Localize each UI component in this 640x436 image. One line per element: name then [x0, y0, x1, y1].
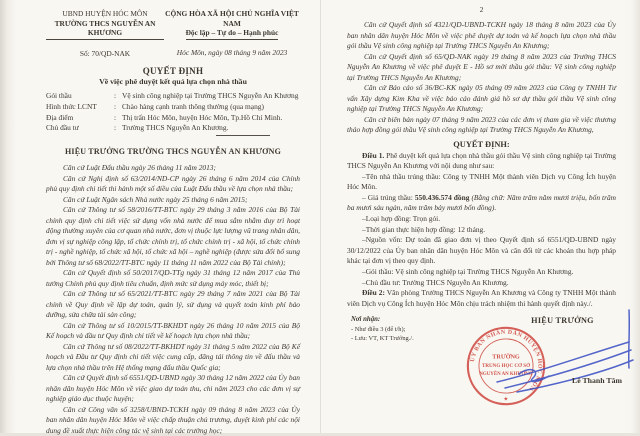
place-date: Hóc Môn, ngày 08 tháng 9 năm 2023 — [176, 47, 288, 57]
article-2-text: Văn phòng Trường THCS Nguyễn An Khương và Công ty TNHH Một thành viên Dịch vụ Công Ích huyện Hóc Môn chịu trách nhiệm thi hành quyết định này./. — [347, 288, 616, 308]
document-page-1 — [0, 0, 320, 433]
info-row-goi-thau — [46, 91, 300, 102]
legal-basis-paragraph: Căn cứ Quyết định số 50/2017/QD-TTg ngày 31 tháng 12 năm 2017 của Thủ tướng Chính phủ quy định tiêu chuẩn, định mức sử dụng máy móc, thiết bị; — [46, 268, 300, 288]
legal-basis-paragraph: Căn cứ Luật Đấu thầu ngày 26 tháng 11 năm 2013; — [63, 163, 216, 173]
signer-name: Lê Thanh Tâm — [572, 376, 622, 386]
item-label: –Chủ đầu tư: — [362, 277, 403, 287]
signature-block — [469, 316, 622, 416]
item-label: – Giá trúng thầu: — [362, 192, 415, 202]
legal-basis-paragraph: Căn cứ Thông tư số 10/2015/TT-BKHDT ngày 26 tháng 10 năm 2015 của Bộ Kế hoạch và đầu tư Quy định chi tiết về kế hoạch lựa chọn nhà thầu; — [46, 320, 300, 341]
item-value: Vệ sinh công nghiệp tại Trường THCS Nguyễn An Khương. — [395, 267, 574, 277]
info-label: Gói thầu — [46, 91, 72, 100]
recipient-line: - Lưu: VT, KT Trưởng./. — [351, 334, 414, 342]
item-label: –Nguồn vốn: — [362, 235, 406, 245]
legal-basis-paragraph: Căn cứ Thông tư số 58/2016/TT-BTC ngày 29 tháng 3 năm 2016 của Bộ Tài chính quy định chi tiết việc sử dụng vốn nhà nước để mua sắm nhằm duy trì hoạt động thường xuyên của cơ quan nhà nước, đơn vị thuộc lực lượng vũ trang nhân dân, đơn vị sự nghiệp công lập, tổ chức chính trị, tổ chức chính trị - xã hội, tổ chức chính trị - nghề nghiệp, tổ chức xã hội, tổ chức xã hội – nghề nghiệp (được sửa đổi bổ sung bởi Thông tư số 68/2022/TT-BTC ngày 11 tháng 11 năm 2022 của Bộ Tài chính); — [46, 205, 300, 267]
info-separator: : — [113, 123, 117, 133]
info-separator: : — [113, 112, 117, 122]
legal-basis-paragraph: Căn cứ Thông tư số 08/2022/TT-BKHDT ngày 31 tháng 5 năm 2022 của Bộ Kế hoạch và Đầu tư Quy định chi tiết việc cung cấp, đăng tải thông tin về đấu thầu và lựa chọn nhà thầu trên Hệ thống mạng đấu thầu Quốc gia; — [46, 341, 300, 372]
info-separator: : — [113, 101, 117, 111]
stamp-icon — [465, 325, 547, 407]
legal-basis-paragraph: Căn cứ biên bản ngày 07 tháng 9 năm 2023 của các đơn vị tham gia về việc thương thảo hợp đồng gói thầu Vệ sinh công nghiệp tại Trường THCS Nguyễn An Khương, — [347, 114, 616, 134]
motto-line: Độc lập – Tự do – Hạnh phúc — [186, 28, 279, 40]
info-value: Thị trấn Hóc Môn, huyện Hóc Môn, Tp.Hồ Chí Minh. — [122, 112, 283, 122]
item-value: Công ty TNHH Một thành viên Dịch vụ Công Ích huyện Hóc Môn. — [347, 171, 616, 192]
national-header-block — [164, 9, 300, 58]
article-1-lead: Điều 1. — [362, 150, 385, 160]
amount-in-words: (Bằng chữ: Năm trăm năm mươi triệu, bốn trăm ba mươi sáu ngàn, năm trăm bảy mươi bốn đồng). — [347, 192, 616, 213]
recipient-line: - Như điều 3 (để t/h); — [351, 326, 406, 333]
page1-header — [46, 9, 300, 58]
stamp-star: ★ — [503, 396, 509, 403]
item-label: –Thời gian thực hiện hợp đồng: — [362, 224, 458, 234]
award-item-contract-type — [347, 214, 616, 225]
item-value: Dự toán đã giao đơn vị theo Quyết định số 6551/QD-UBND ngày 30/12/2022 của Ủy ban nhân dân huyện Hóc Môn và cân đối từ các khoản thu hợp pháp khác tại đơn vị theo quy định. — [347, 235, 616, 266]
info-row-dia-diem — [46, 113, 300, 124]
article-2-lead: Điều 2: — [362, 288, 385, 298]
info-value: Vệ sinh công nghiệp tại Trường THCS Nguyễn An Khương — [122, 91, 299, 100]
legal-basis-paragraph: Căn cứ Thông tư số 65/2021/TT-BTC ngày 29 tháng 7 năm 2021 của Bộ Tài chính về Quy định về lập dự toán, quản lý, sử dụng và quyết toán kinh phí bảo dưỡng, sửa chữa tài sản công; — [46, 289, 300, 320]
divider-line — [216, 135, 270, 136]
article-1-text: Phê duyệt kết quả lựa chọn nhà thầu gói thầu Vệ sinh công nghiệp tại Trường THCS Nguyễn An Khương với nội dung như sau: — [347, 150, 616, 171]
info-label: Hình thức LCNT — [46, 101, 97, 111]
authority-heading: HIỆU TRƯỞNG TRƯỜNG THCS NGUYỄN AN KHƯƠNG — [64, 147, 282, 157]
info-label: Địa điểm — [46, 112, 74, 122]
nation-line: CỘNG HÒA XÃ HỘI CHỦ NGHĨA VIỆT NAM — [165, 9, 299, 28]
legal-basis-paragraph: Căn cứ Quyết định số 4321/QD-UBND-TCKH ngày 18 tháng 8 năm 2023 của Ủy ban nhân dân huyện Hóc Môn về việc phê duyệt dự toán và kế hoạch lựa chọn nhà thầu gói thầu Vệ sinh công nghiệp tại Trường THCS Nguyễn An Khương; — [347, 20, 616, 50]
award-amount: 550.436.574 đồng — [414, 192, 472, 202]
stamp-inner-line3: NGUYỄN AN KHƯƠNG — [479, 372, 533, 378]
info-value: Chào hàng cạnh tranh thông thường (qua mạng) — [122, 101, 264, 111]
award-item-funding — [347, 235, 616, 267]
stamp-inner-line1: TRƯỜNG — [492, 355, 520, 362]
reference-number: Số: 70/QD-NAK — [79, 48, 131, 58]
item-value: Trọn gói. — [412, 214, 441, 224]
stamp-ring-text: ỦY BAN NHÂN DÂN HUYỆN HÓC MÔN — [469, 329, 543, 393]
info-row-chu-dau-tu — [46, 123, 300, 134]
org-name: TRƯỜNG THCS NGUYỄN AN KHƯƠNG — [46, 19, 164, 40]
info-label: Chủ đầu tư — [46, 123, 79, 133]
article-2 — [347, 288, 616, 309]
signer-title: HIỆU TRƯỞNG — [531, 316, 594, 326]
issuing-org-block — [46, 9, 164, 58]
legal-basis-list — [46, 163, 300, 436]
item-label: –Tên nhà thầu trúng thầu: — [362, 171, 444, 181]
award-item-contractor — [347, 172, 616, 193]
info-value: Trường THCS Nguyễn An Khương. — [122, 123, 229, 133]
item-label: –Gói thầu: — [362, 267, 396, 277]
award-item-price — [347, 193, 616, 214]
award-item-package — [347, 267, 616, 278]
official-stamp — [465, 325, 547, 407]
document-subtitle: Về việc phê duyệt kết quả lựa chọn nhà thầu — [99, 77, 247, 86]
legal-basis-paragraph: Căn cứ Quyết định số 6551/QD-UBND ngày 30 tháng 12 năm 2022 của Ủy ban nhân dân huyện Hóc Môn về việc giao dự toán thu, chi năm 2023 cho các đơn vị sự nghiệp giáo dục thuộc huyện; — [46, 373, 300, 404]
award-item-investor — [347, 278, 616, 289]
info-separator: : — [113, 91, 117, 100]
legal-basis-list-page2 — [347, 20, 616, 136]
signature-footer — [347, 316, 622, 416]
item-label: –Loại hợp đồng: — [362, 214, 413, 224]
legal-basis-paragraph: Căn cứ Báo cáo số 36/BC-KK ngày 05 tháng 09 năm 2023 của Công ty TNHH Tư vấn Xây dựng Kim Kha về việc báo cáo đánh giá hồ sơ dự thầu gói thầu Vệ sinh công nghiệp tại Trường THCS Nguyễn An Khương; — [347, 83, 616, 113]
stamp-inner-line2: TRUNG HỌC CƠ SỞ — [481, 363, 531, 370]
legal-basis-paragraph: Căn cứ Quyết định số 65/QD-NAK ngày 19 tháng 8 năm 2023 của Trường THCS Nguyễn An Khương về việc phê duyệt E - Hồ sơ mời thầu gói thầu: Vệ sinh công nghiệp tại Trường THCS Nguyễn An Khương; — [347, 51, 616, 82]
award-item-duration — [347, 225, 616, 236]
document-title: QUYẾT ĐỊNH — [142, 66, 204, 76]
legal-basis-paragraph: Căn cứ Luật Ngân sách Nhà nước ngày 25 tháng 6 năm 2015; — [63, 194, 248, 204]
item-value: Trường THCS Nguyễn An Khương. — [402, 277, 509, 287]
legal-basis-paragraph: Căn cứ Công văn số 3258/UBND-TCKH ngày 09 tháng 8 năm 2023 của Ủy ban nhân dân huyện Hóc Môn về việc chấp thuận chủ trương, duyệt kinh phí các nội dung đề xuất thực hiện công tác vệ sinh tại các trường học; — [46, 404, 300, 435]
item-value: 12 tháng. — [457, 224, 486, 234]
tender-info-block — [46, 91, 300, 134]
recipients-label: Nơi nhận: — [351, 316, 381, 324]
document-page-2 — [320, 0, 640, 433]
decision-heading: QUYẾT ĐỊNH: — [453, 139, 510, 149]
article-1 — [347, 151, 616, 172]
legal-basis-paragraph: Căn cứ Nghị định số 63/2014/ND-CP ngày 26 tháng 6 năm 2014 của Chính phủ quy định chi tiết thi hành một số điều của Luật Đấu thầu về lựa chọn nhà thầu; — [46, 173, 300, 194]
page-number: 2 — [479, 5, 484, 14]
org-parent: UBND HUYỆN HÓC MÔN — [62, 9, 148, 18]
info-row-hinh-thuc — [46, 102, 300, 113]
recipients-block — [347, 316, 479, 416]
